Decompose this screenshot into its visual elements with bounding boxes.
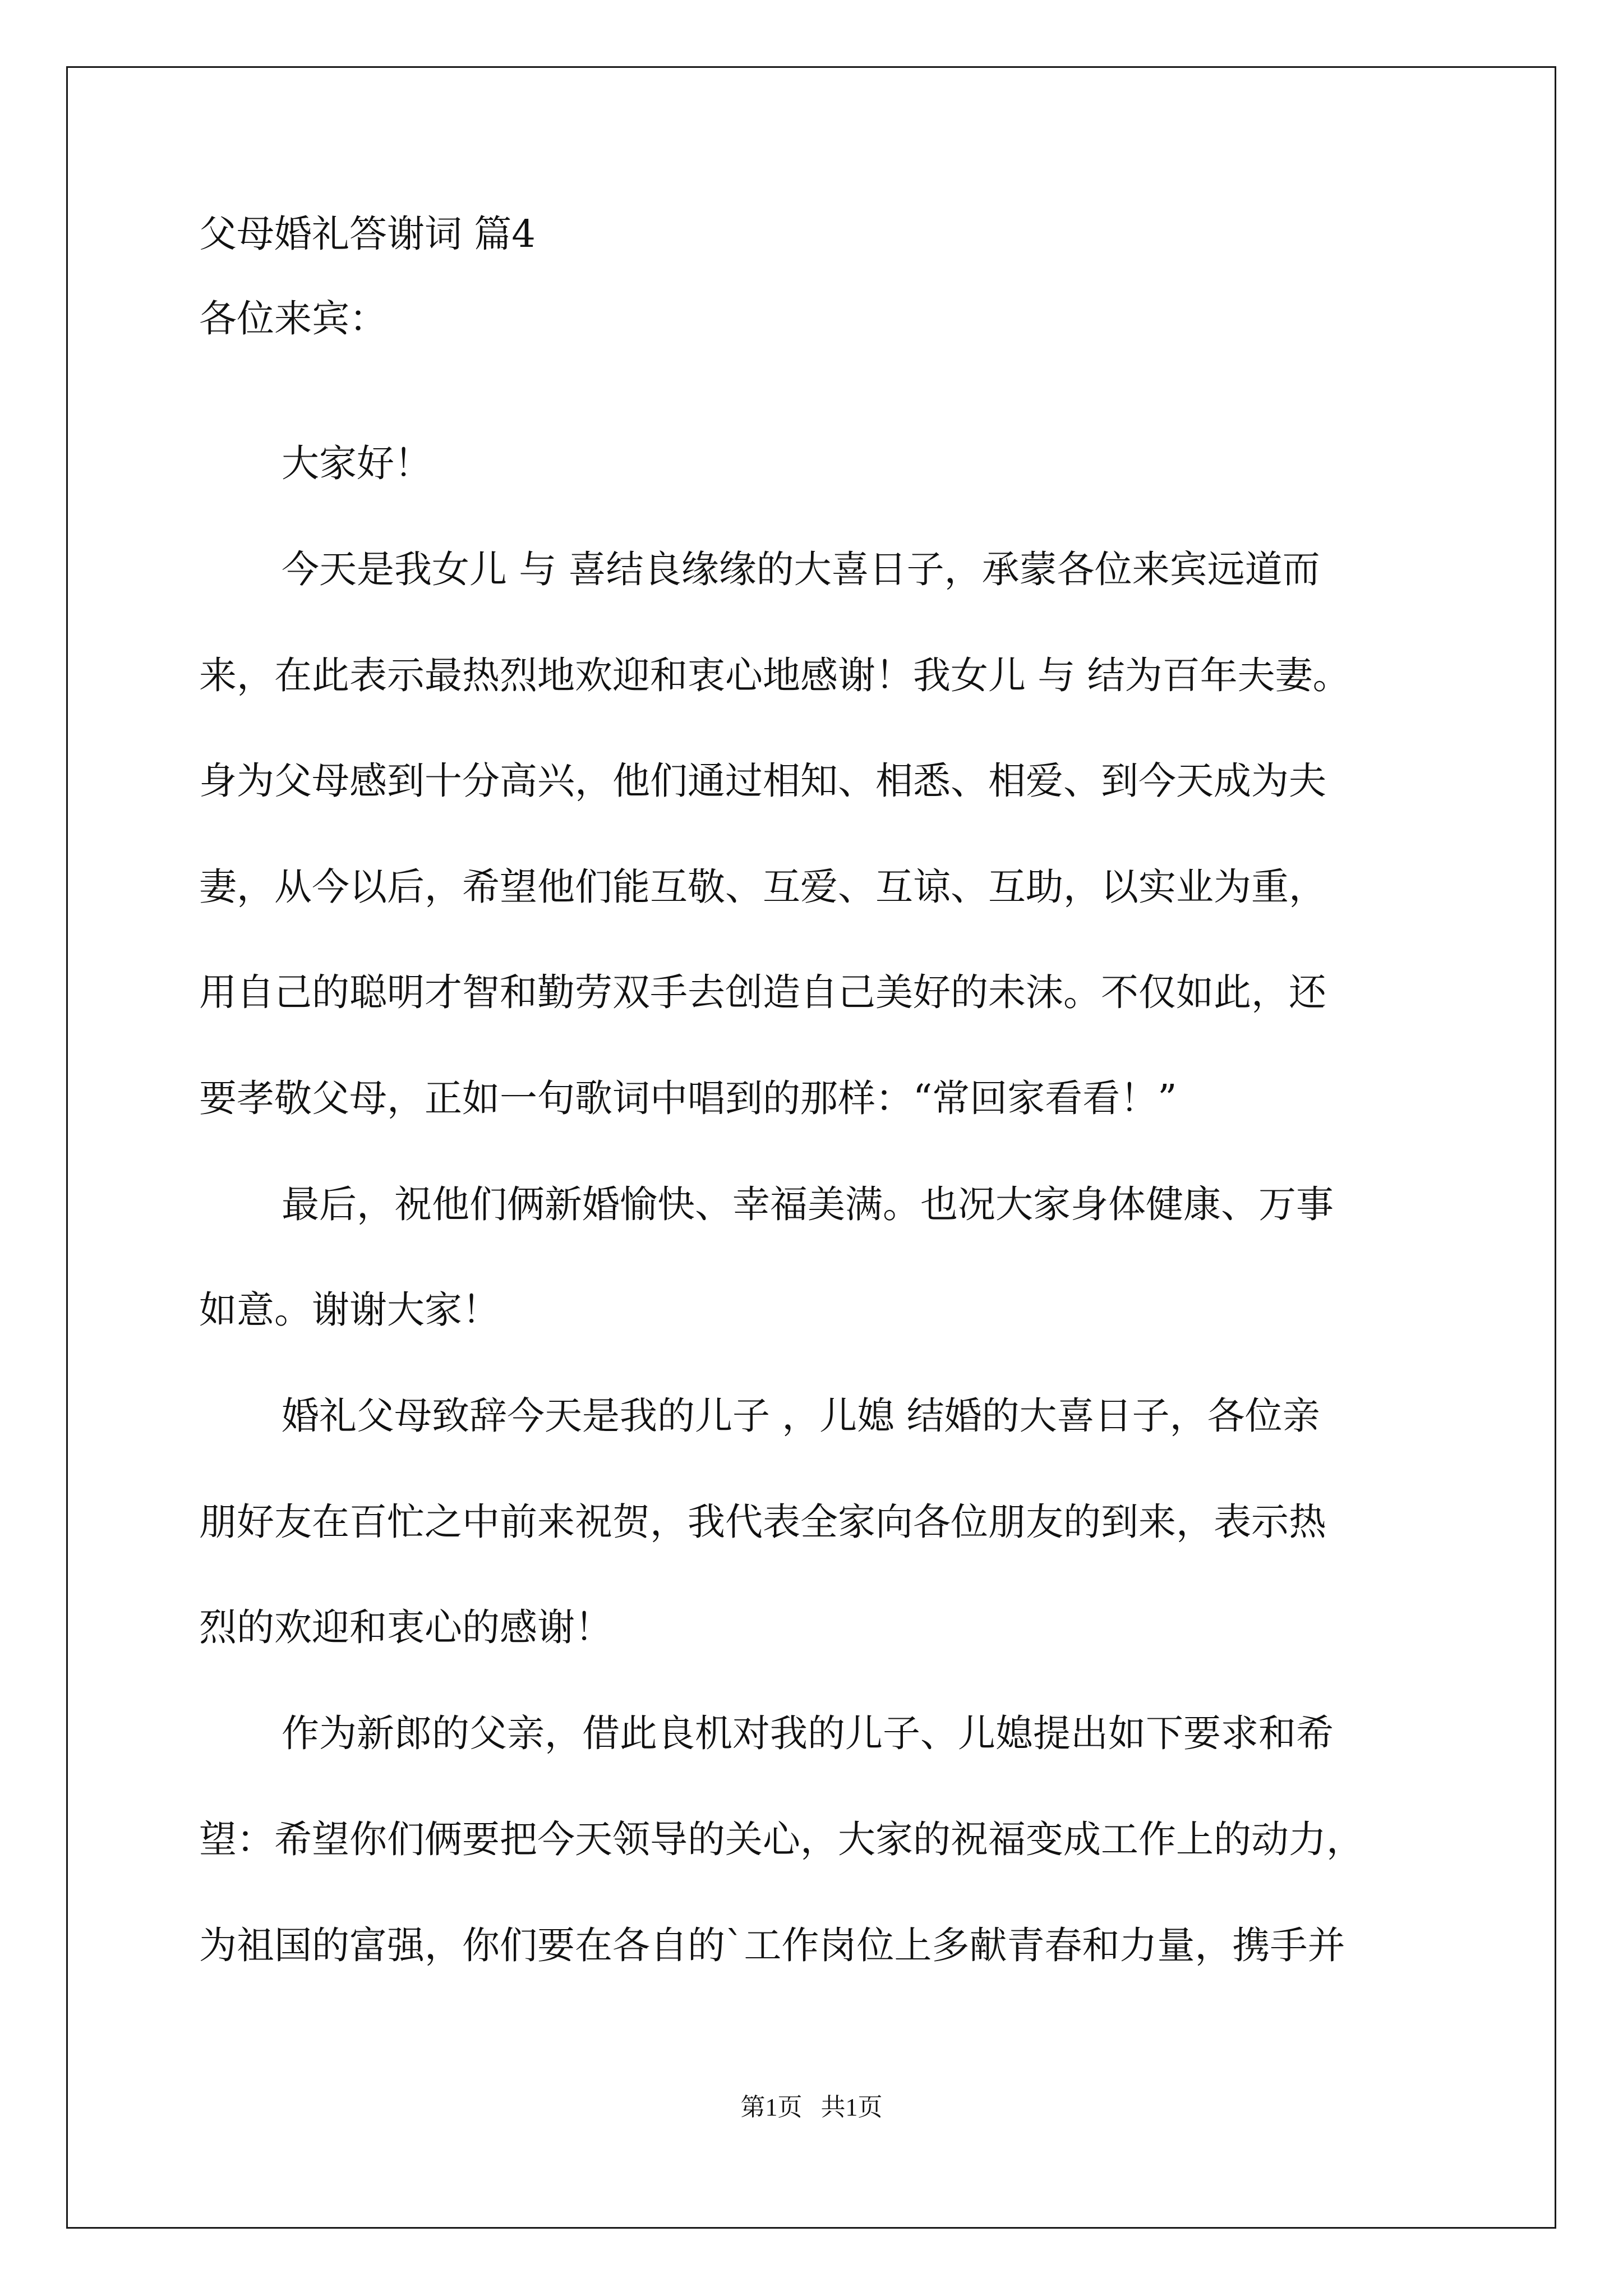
paragraph-line: 妻，从今以后，希望他们能互敬、互爱、互谅、互助，以实业为重， (199, 865, 1326, 909)
paragraph-line: 望：希望你们俩要把今天领导的关心，大家的祝福变成工作上的动力， (199, 1818, 1364, 1861)
paragraph-line: 要孝敬父母，正如一句歌词中唱到的那样：“常回家看看！” (199, 1076, 1177, 1120)
paragraph-line: 婚礼父母致辞今天是我的儿子 ，儿媳 结婚的大喜日子，各位亲 (282, 1394, 1320, 1438)
page-border (66, 66, 1556, 2229)
paragraph-line: 作为新郎的父亲，借此良机对我的儿子、儿媳提出如下要求和希 (282, 1711, 1334, 1755)
paragraph-line: 为祖国的富强，你们要在各自的`工作岗位上多献青春和力量，携手并 (199, 1924, 1345, 1967)
salutation: 各位来宾： (199, 297, 387, 341)
paragraph-line: 来，在此表示最热烈地欢迎和衷心地感谢！我女儿 与 结为百年夫妻。 (199, 654, 1350, 697)
paragraph-line: 大家好！ (282, 441, 432, 485)
paragraph-line: 身为父母感到十分高兴，他们通过相知、相悉、相爱、到今天成为夫 (199, 759, 1326, 803)
paragraph-line: 最后，祝他们俩新婚愉快、幸福美满。也况大家身体健康、万事 (282, 1182, 1334, 1226)
page-number-footer: 第1页 共1页 (740, 2093, 883, 2121)
document-heading: 父母婚礼答谢词 篇4 (199, 212, 536, 256)
paragraph-line: 用自己的聪明才智和勤劳双手去创造自己美好的未沫。不仅如此，还 (199, 970, 1326, 1014)
paragraph-line: 烈的欢迎和衷心的感谢！ (199, 1605, 612, 1649)
paragraph-line: 今天是我女儿 与 喜结良缘缘的大喜日子，承蒙各位来宾远道而 (282, 547, 1320, 591)
paragraph-line: 朋好友在百忙之中前来祝贺，我代表全家向各位朋友的到来，表示热 (199, 1500, 1326, 1544)
paragraph-line: 如意。谢谢大家！ (199, 1288, 500, 1332)
